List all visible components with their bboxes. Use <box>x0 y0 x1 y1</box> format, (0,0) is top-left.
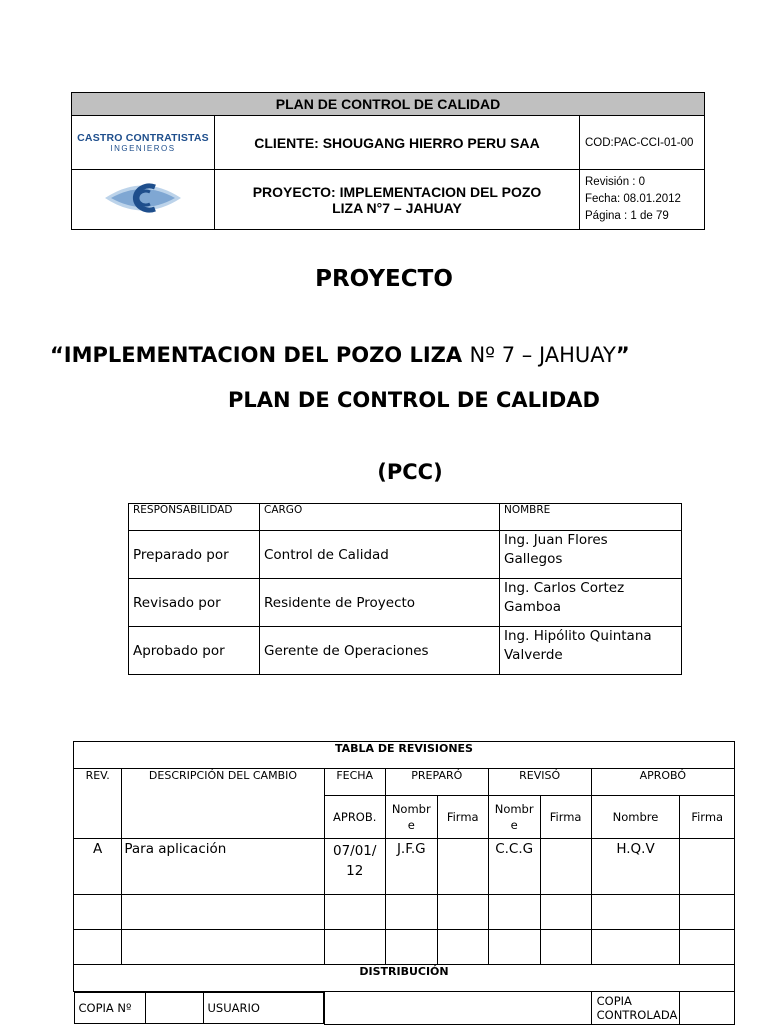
role-cell: Revisado por <box>129 579 260 627</box>
desc-cell: Para aplicación <box>122 839 324 895</box>
table-row <box>129 531 682 579</box>
sub-sign: Firma <box>540 796 591 839</box>
sub-sign: Firma <box>680 796 735 839</box>
header-position: CARGO <box>260 504 500 531</box>
table-row <box>74 839 735 895</box>
sub-sign: Firma <box>437 796 488 839</box>
project-line-2: LIZA N°7 – JAHUAY <box>332 199 462 216</box>
position-cell: Gerente de Operaciones <box>260 627 500 675</box>
table-row <box>74 895 735 930</box>
project-line-1: PROYECTO: IMPLEMENTACION DEL POZO <box>252 183 542 200</box>
name-line-2: Valverde <box>504 647 563 663</box>
prepared-cell: J.F.G <box>385 839 437 895</box>
name-line-1: Ing. Juan Flores <box>504 532 608 548</box>
project-name-part1: “IMPLEMENTACION DEL POZO LIZA <box>50 343 470 367</box>
company-emblem-icon <box>103 177 183 219</box>
sub-name-b: e <box>407 818 415 832</box>
project-name-cell <box>215 170 580 230</box>
header-responsibility: RESPONSABILIDAD <box>129 504 260 531</box>
table-row <box>129 627 682 675</box>
project-full-name <box>50 343 754 367</box>
col-reviewed: REVISÓ <box>488 769 591 796</box>
sub-name-full: Nombre <box>591 796 680 839</box>
document-date: Fecha: 08.01.2012 <box>585 193 681 205</box>
table-row <box>74 930 735 965</box>
copy-number-label: COPIA Nº <box>74 993 145 1024</box>
approved-cell: H.Q.V <box>591 839 680 895</box>
sub-name <box>385 796 437 839</box>
document-code: COD:PAC-CCI-01-00 <box>580 116 705 170</box>
date-line-2: 12 <box>346 863 364 879</box>
sub-name-a: Nombr <box>494 802 534 816</box>
sub-name-a: Nombr <box>391 802 431 816</box>
brand-name: CASTRO CONTRATISTAS <box>77 132 209 144</box>
rev-cell: A <box>74 839 122 895</box>
user-label: USUARIO <box>203 993 323 1024</box>
revisions-table <box>73 741 735 1025</box>
document-meta <box>580 170 705 230</box>
responsibility-table <box>128 503 682 675</box>
name-line-2: Gallegos <box>504 551 563 567</box>
brand-subtitle: INGENIEROS <box>110 144 176 153</box>
col-date-sub: APROB. <box>324 796 385 839</box>
name-cell <box>500 579 682 627</box>
name-cell <box>500 531 682 579</box>
role-cell: Aprobado por <box>129 627 260 675</box>
position-cell: Residente de Proyecto <box>260 579 500 627</box>
position-cell: Control de Calidad <box>260 531 500 579</box>
user-value <box>324 992 591 1025</box>
date-cell <box>324 839 385 895</box>
client-name: CLIENTE: SHOUGANG HIERRO PERU SAA <box>215 116 580 170</box>
company-logo-text <box>72 116 215 170</box>
project-label: PROYECTO <box>315 266 453 292</box>
reviewed-sign-cell <box>540 839 591 895</box>
sub-name-b: e <box>510 818 518 832</box>
name-line-1: Ing. Hipólito Quintana <box>504 628 652 644</box>
project-name-part2: Nº 7 – JAHUAY <box>469 343 616 367</box>
revision-number: Revisión : 0 <box>585 176 646 188</box>
page-number: Página : 1 de 79 <box>585 210 669 222</box>
table-row <box>129 579 682 627</box>
company-emblem <box>72 170 215 230</box>
copy-number-value <box>145 993 203 1024</box>
prepared-sign-cell <box>437 839 488 895</box>
col-prepared: PREPARÓ <box>385 769 488 796</box>
name-line-1: Ing. Carlos Cortez <box>504 580 625 596</box>
controlled-copy-value <box>680 992 735 1025</box>
revisions-title: TABLA DE REVISIONES <box>74 742 735 769</box>
header-name: NOMBRE <box>500 504 682 531</box>
project-name-part3: ” <box>615 343 630 367</box>
reviewed-cell: C.C.G <box>488 839 540 895</box>
col-description: DESCRIPCIÓN DEL CAMBIO <box>122 769 324 839</box>
role-cell: Preparado por <box>129 531 260 579</box>
date-line-1: 07/01/ <box>332 843 377 859</box>
document-header-table <box>71 92 705 230</box>
distribution-title: DISTRIBUCIÓN <box>74 965 735 992</box>
controlled-copy-label: COPIA CONTROLADA <box>591 992 680 1025</box>
sub-name <box>488 796 540 839</box>
name-line-2: Gamboa <box>504 599 561 615</box>
name-cell <box>500 627 682 675</box>
col-date: FECHA <box>324 769 385 796</box>
distribution-row <box>74 992 735 1025</box>
header-title: PLAN DE CONTROL DE CALIDAD <box>72 93 705 116</box>
plan-abbreviation: (PCC) <box>377 460 443 484</box>
col-rev: REV. <box>74 769 122 839</box>
approved-sign-cell <box>680 839 735 895</box>
col-approved: APROBÓ <box>591 769 734 796</box>
plan-title: PLAN DE CONTROL DE CALIDAD <box>228 388 600 412</box>
